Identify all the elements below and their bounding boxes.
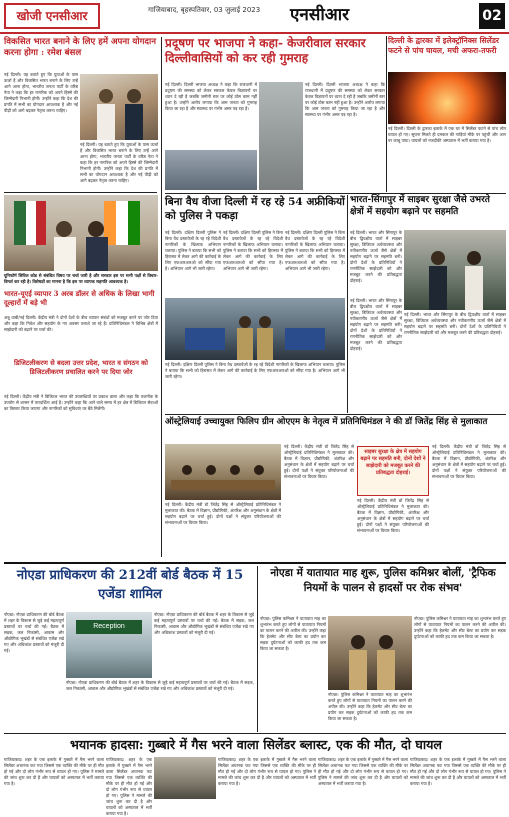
story8-headline: ऑस्ट्रेलियाई उच्चायुक्त फिलिप ग्रीन ओएएम के नेतृत्व में प्रतिनिधिमंडल ने की डॉ जितेंद्र सिंह से मुलाकात bbox=[165, 417, 488, 427]
story8-body: नई दिल्ली। केंद्रीय मंत्री डॉ जितेंद्र सिंह से ऑस्ट्रेलियाई प्रतिनिधिमंडल ने मुलाकात की। बैठक में विज्ञान, प्रौद्योगिकी, अंतरिक्ष और अनुसंधान के क्षेत्रों में सहयोग बढ़ाने पर चर्चा हुई। दोनों पक्षों ने संयुक्त परियोजनाओं की संभावनाओं पर विचार किया। bbox=[165, 502, 281, 525]
story10-photo bbox=[328, 616, 412, 690]
story6-body-bottom: नई दिल्ली। दक्षिण दिल्ली पुलिस ने बिना वैध दस्तावेजों के रह रहे विदेशी नागरिकों के खिलाफ अभियान चलाया। पुलिस ने बताया कि सभी को हिरासत में लेकर आगे की कार्रवाई के लिए एफआरआरओ को सौंपा गया है। अभियान आगे भी जारी रहेगा। bbox=[165, 362, 345, 379]
story1-body-continued: नई दिल्ली। यह बताते हुए कि युवाओं के पास ऊर्जा है और विकसित भारत बनाने के लिए उन्हें आगे आना होगा, भारतीय जनता पार्टी के वरिष्ठ नेता ने कहा कि हर नागरिक को अपने हिस्से की जिम्मेदारी निभानी होगी। उन्होंने कहा कि देश की प्रगति में सभी का योगदान आवश्यक है और नई पीढ़ी को आगे बढ़कर नेतृत्व करना चाहिए। bbox=[80, 142, 158, 183]
story10-headline: नोएडा में यातायात माह शुरू, पुलिस कमिश्नर बोलीं, 'ट्रैफिक नियमों के पालन से हादसों पर रोक संभव' bbox=[270, 567, 496, 594]
story4-photo bbox=[259, 82, 303, 190]
story4-body: नई दिल्ली। दिल्ली भाजपा अध्यक्ष ने कहा कि राजधानी में प्रदूषण की समस्या को लेकर सरकार केवल विज्ञापनों पर ध्यान दे रही है जबकि जमीनी स्तर पर कोई ठोस काम नहीं हुआ है। उन्होंने आरोप लगाया कि आम जनता को गुमराह किया जा रहा है और स्वास्थ्य पर गंभीर असर पड़ रहा है। bbox=[165, 82, 257, 111]
story11-body-col3: गाजियाबाद। शहर के एक इलाके में गुब्बारे में गैस भरने वाला सिलेंडर अचानक फट गया जिससे एक व्यक्ति की मौके पर ही मौत हो गई और दो लोग गंभीर रूप से घायल हो गए। पुलिस ने मामले की जांच शुरू कर दी है और घायलों को अस्पताल में भर्ती कराया गया है। bbox=[218, 757, 316, 786]
story9-body-col2: नोएडा। नोएडा प्राधिकरण की बोर्ड बैठक में शहर के विकास से जुड़े कई महत्वपूर्ण प्रस्तावों पर चर्चा की गई। बैठक में सड़क, जल निकासी, आवास और औद्योगिक भूखंडों से संबंधित एजेंडा रखे गए और अधिकांश प्रस्तावों को मंजूरी दी गई। bbox=[154, 612, 254, 635]
story11-body-col5: गाजियाबाद। शहर के एक इलाके में गुब्बारे में गैस भरने वाला सिलेंडर अचानक फट गया जिससे एक व्यक्ति की मौके पर ही मौत हो गई और दो लोग गंभीर रूप से घायल हो गए। पुलिस ने मामले की जांच शुरू कर दी है और घायलों को अस्पताल में भर्ती कराया गया है। bbox=[410, 757, 506, 786]
story6-body: नई दिल्ली। दक्षिण दिल्ली पुलिस ने बिना वैध दस्तावेजों के रह रहे विदेशी नागरिकों के खिलाफ अभियान चलाया। पुलिस ने बताया कि सभी को हिरासत में लेकर आगे की कार्रवाई के लिए एफआरआरओ को सौंपा गया है। अभियान आगे भी जारी रहेगा। bbox=[165, 230, 221, 271]
story9-body-col3: नोएडा। नोएडा प्राधिकरण की बोर्ड बैठक में शहर के विकास से जुड़े कई महत्वपूर्ण प्रस्तावों पर चर्चा की गई। बैठक में सड़क, जल निकासी, आवास और औद्योगिक भूखंडों से संबंधित एजेंडा रखे गए और अधिकांश प्रस्तावों को मंजूरी दी गई। bbox=[66, 680, 254, 691]
story3-headline: डिजिटलीकरण से बदला उत्तर प्रदेश, भारत व संगठन को डिजिटलीकरण प्रचालित करने पर दिया जोर bbox=[14, 359, 148, 376]
story11-photo bbox=[154, 757, 216, 799]
story5-body: नई दिल्ली। दिल्ली के द्वारका इलाके में एक घर में सिलेंडर फटने से पांच लोग घायल हो गए। सूचना मिलते ही दमकल की गाड़ियां मौके पर पहुंचीं और आग पर काबू पाया। घायलों को नजदीकी अस्पताल में भर्ती कराया गया है। bbox=[388, 126, 506, 143]
officials-illustration bbox=[404, 230, 506, 310]
story9-photo bbox=[66, 612, 152, 678]
story11-body: गाजियाबाद। शहर के एक इलाके में गुब्बारे में गैस भरने वाला सिलेंडर अचानक फट गया जिससे एक व्यक्ति की मौके पर ही मौत हो गई और दो लोग गंभीर रूप से घायल हो गए। पुलिस ने मामले की जांच शुरू कर दी है और घायलों को अस्पताल में भर्ती कराया गया है। bbox=[4, 757, 104, 786]
story7-photo bbox=[404, 230, 506, 310]
story8-highlight-text: साइबर सुरक्षा के क्षेत्र में सहयोग बढ़ाने पर सहमति बनी, दोनों देशों ने साझेदारी को मजबूत करने की प्रतिबद्धता दोहराई। bbox=[360, 449, 426, 476]
newspaper-logo: खोजी एनसीआर bbox=[4, 3, 100, 29]
story6-police-photo bbox=[165, 298, 345, 360]
reception-sign: Reception bbox=[76, 620, 142, 634]
story10-body-col3: नोएडा। पुलिस कमिश्नर ने यातायात माह का शुभारंभ करते हुए लोगों से यातायात नियमों का पालन करने की अपील की। उन्होंने कहा कि हेलमेट और सीट बेल्ट का प्रयोग कर सड़क दुर्घटनाओं को काफी हद तक कम किया जा सकता है। bbox=[414, 616, 506, 639]
police-commissioner-illustration bbox=[328, 616, 412, 690]
story11-body-col2: गाजियाबाद। शहर के एक इलाके में गुब्बारे में गैस भरने वाला सिलेंडर अचानक फट गया जिससे एक व्यक्ति की मौके पर ही मौत हो गई और दो लोग गंभीर रूप से घायल हो गए। पुलिस ने मामले की जांच शुरू कर दी है और घायलों को अस्पताल में भर्ती कराया गया है। bbox=[106, 757, 152, 816]
story6-body-col2: नई दिल्ली। दक्षिण दिल्ली पुलिस ने बिना वैध दस्तावेजों के रह रहे विदेशी नागरिकों के खिलाफ अभियान चलाया। पुलिस ने बताया कि सभी को हिरासत में लेकर आगे की कार्रवाई के लिए एफआरआरओ को सौंपा गया है। अभियान आगे भी जारी रहेगा। bbox=[223, 230, 283, 271]
story9-headline: नोएडा प्राधिकरण की 212वीं बोर्ड बैठक में 15 एजेंडा शामिल bbox=[16, 568, 244, 602]
story10-body-col2: नोएडा। पुलिस कमिश्नर ने यातायात माह का शुभारंभ करते हुए लोगों से यातायात नियमों का पालन करने की अपील की। उन्होंने कहा कि हेलमेट और सीट बेल्ट का प्रयोग कर सड़क दुर्घटनाओं को काफी हद तक कम किया जा सकता है। bbox=[328, 692, 412, 721]
story8-body-col2: नई दिल्ली। केंद्रीय मंत्री डॉ जितेंद्र सिंह से ऑस्ट्रेलियाई प्रतिनिधिमंडल ने मुलाकात की। बैठक में विज्ञान, प्रौद्योगिकी, अंतरिक्ष और अनुसंधान के क्षेत्रों में सहयोग बढ़ाने पर चर्चा हुई। दोनों पक्षों ने संयुक्त परियोजनाओं की संभावनाओं पर विचार किया। bbox=[284, 444, 354, 479]
story4-photo-2 bbox=[165, 150, 257, 190]
conference-table-illustration bbox=[165, 444, 281, 500]
story6-headline: बिना वैध वीजा दिल्ली में रह रहे 54 अफ्रीकियों को पुलिस ने पकड़ा bbox=[165, 196, 345, 222]
story8-meeting-photo bbox=[165, 444, 281, 500]
story7-body: नई दिल्ली। भारत और सिंगापुर के बीच द्विपक्षीय वार्ता में साइबर सुरक्षा, डिजिटल अर्थव्यवस्था और नवीकरणीय ऊर्जा जैसे क्षेत्रों में सहयोग बढ़ाने पर सहमति बनी। दोनों देशों के प्रतिनिधियों ने रणनीतिक साझेदारी को और मजबूत करने की प्रतिबद्धता दोहराई। bbox=[350, 230, 402, 283]
story1-photo bbox=[80, 74, 158, 140]
story9-body: नोएडा। नोएडा प्राधिकरण की बोर्ड बैठक में शहर के विकास से जुड़े कई महत्वपूर्ण प्रस्तावों पर चर्चा की गई। बैठक में सड़क, जल निकासी, आवास और औद्योगिक भूखंडों से संबंधित एजेंडा रखे गए और अधिकांश प्रस्तावों को मंजूरी दी गई। bbox=[4, 612, 64, 653]
story5-fire-photo bbox=[388, 72, 506, 124]
story11-headline: भयानक हादसा: गुब्बारे में गैस भरने वाला सिलेंडर ब्लास्ट, एक की मौत, दो घायल bbox=[70, 737, 442, 752]
story6-body-col3: नई दिल्ली। दक्षिण दिल्ली पुलिस ने बिना वैध दस्तावेजों के रह रहे विदेशी नागरिकों के खिलाफ अभियान चलाया। पुलिस ने बताया कि सभी को हिरासत में लेकर आगे की कार्रवाई के लिए एफआरआरओ को सौंपा गया है। अभियान आगे भी जारी रहेगा। bbox=[285, 230, 345, 271]
story8-highlight-box bbox=[357, 446, 429, 496]
story5-headline: दिल्ली के द्वारका में इलेक्ट्रॉनिक्स सिलेंडर फटने से पांच घायल, मची अफरा-तफरी bbox=[388, 36, 500, 55]
police-officers-illustration bbox=[165, 298, 345, 360]
meeting-photo-illustration bbox=[4, 195, 158, 271]
story1-body: नई दिल्ली। यह बताते हुए कि युवाओं के पास ऊर्जा है और विकसित भारत बनाने के लिए उन्हें आगे आना होगा, भारतीय जनता पार्टी के वरिष्ठ नेता ने कहा कि हर नागरिक को अपने हिस्से की जिम्मेदारी निभानी होगी। उन्होंने कहा कि देश की प्रगति में सभी का योगदान आवश्यक है और नई पीढ़ी को आगे बढ़कर नेतृत्व करना चाहिए। bbox=[4, 72, 78, 113]
story8-body-col4: नई दिल्ली। केंद्रीय मंत्री डॉ जितेंद्र सिंह से ऑस्ट्रेलियाई प्रतिनिधिमंडल ने मुलाकात की। बैठक में विज्ञान, प्रौद्योगिकी, अंतरिक्ष और अनुसंधान के क्षेत्रों में सहयोग बढ़ाने पर चर्चा हुई। दोनों पक्षों ने संयुक्त परियोजनाओं की संभावनाओं पर विचार किया। bbox=[432, 444, 506, 479]
story7-headline: भारत-सिंगापुर में साइबर सुरक्षा जैसे उभरते क्षेत्रों में सहयोग बढ़ाने पर सहमति bbox=[350, 195, 490, 217]
section-title: एनसीआर bbox=[290, 5, 350, 25]
story7-body-col3: नई दिल्ली। भारत और सिंगापुर के बीच द्विपक्षीय वार्ता में साइबर सुरक्षा, डिजिटल अर्थव्यवस्था और नवीकरणीय ऊर्जा जैसे क्षेत्रों में सहयोग बढ़ाने पर सहमति बनी। दोनों देशों के प्रतिनिधियों ने रणनीतिक साझेदारी को और मजबूत करने की प्रतिबद्धता दोहराई। bbox=[404, 312, 506, 335]
story4-headline: प्रदूषण पर भाजपा ने कहा- केजरीवाल सरकार दिल्लीवासियों को कर रही गुमराह bbox=[165, 36, 366, 65]
story4-body-col3: नई दिल्ली। दिल्ली भाजपा अध्यक्ष ने कहा कि राजधानी में प्रदूषण की समस्या को लेकर सरकार केवल विज्ञापनों पर ध्यान दे रही है जबकि जमीनी स्तर पर कोई ठोस काम नहीं हुआ है। उन्होंने आरोप लगाया कि आम जनता को गुमराह किया जा रहा है और स्वास्थ्य पर गंभीर असर पड़ रहा है। bbox=[305, 82, 385, 117]
two-people-illustration bbox=[80, 74, 158, 140]
story8-body-col3: नई दिल्ली। केंद्रीय मंत्री डॉ जितेंद्र सिंह से ऑस्ट्रेलियाई प्रतिनिधिमंडल ने मुलाकात की। बैठक में विज्ञान, प्रौद्योगिकी, अंतरिक्ष और अनुसंधान के क्षेत्रों में सहयोग बढ़ाने पर चर्चा हुई। दोनों पक्षों ने संयुक्त परियोजनाओं की संभावनाओं पर विचार किया। bbox=[357, 498, 429, 533]
masthead bbox=[0, 0, 509, 34]
story2-headline: भारत-यूएई व्यापार 3 अरब डॉलर से अधिक के लिखा भागी दूल्हारों में बड़े भी bbox=[4, 289, 155, 307]
page-number: 02 bbox=[479, 3, 505, 29]
story2-caption: यूनिफॉर्म सिविल कोड से संबंधित विषय पर चर्चा जारी है और सरकार इस पर सभी पक्षों से विचार-विमर्श कर रही है। विशेषज्ञों का मानना है कि इस पर व्यापक सहमति आवश्यक है। bbox=[4, 273, 158, 284]
story10-body: नोएडा। पुलिस कमिश्नर ने यातायात माह का शुभारंभ करते हुए लोगों से यातायात नियमों का पालन करने की अपील की। उन्होंने कहा कि हेलमेट और सीट बेल्ट का प्रयोग कर सड़क दुर्घटनाओं को काफी हद तक कम किया जा सकता है। bbox=[260, 616, 326, 651]
story1-headline: विकसित भारत बनाने के लिए हमें अपना योगदान करना होगा : रमेश बंसल bbox=[4, 37, 156, 58]
issue-date: गाजियाबाद, बृहस्पतिवार, 03 जुलाई 2023 bbox=[148, 6, 261, 14]
story2-photo bbox=[4, 195, 158, 271]
story7-body-col2: नई दिल्ली। भारत और सिंगापुर के बीच द्विपक्षीय वार्ता में साइबर सुरक्षा, डिजिटल अर्थव्यवस्था और नवीकरणीय ऊर्जा जैसे क्षेत्रों में सहयोग बढ़ाने पर सहमति बनी। दोनों देशों के प्रतिनिधियों ने रणनीतिक साझेदारी को और मजबूत करने की प्रतिबद्धता दोहराई। bbox=[350, 298, 402, 351]
story11-body-col4: गाजियाबाद। शहर के एक इलाके में गुब्बारे में गैस भरने वाला सिलेंडर अचानक फट गया जिससे एक व्यक्ति की मौके पर ही मौत हो गई और दो लोग गंभीर रूप से घायल हो गए। पुलिस ने मामले की जांच शुरू कर दी है और घायलों को अस्पताल में भर्ती कराया गया है। bbox=[318, 757, 409, 786]
story3-body: नई दिल्ली। केंद्रीय मंत्री ने डिजिटल भारत की उपलब्धियों पर प्रकाश डाला और कहा कि तकनीक के उपयोग से शासन में पारदर्शिता आई है। उन्होंने कहा कि आने वाले समय में हर क्षेत्र में डिजिटल सेवाओं का विस्तार किया जाएगा और नागरिकों को सुविधाएं घर बैठे मिलेंगी। bbox=[4, 394, 158, 411]
story2-body: अबू धाबी/नई दिल्ली। केंद्रीय मंत्री ने दोनों देशों के बीच व्यापार संबंधों को मजबूत करने पर जोर दिया और कहा कि निवेश और सहयोग के नए अवसर तलाशे जा रहे हैं। प्रतिनिधिमंडल ने विभिन्न क्षेत्रों में साझेदारी को बढ़ाने पर चर्चा की। bbox=[4, 315, 158, 332]
